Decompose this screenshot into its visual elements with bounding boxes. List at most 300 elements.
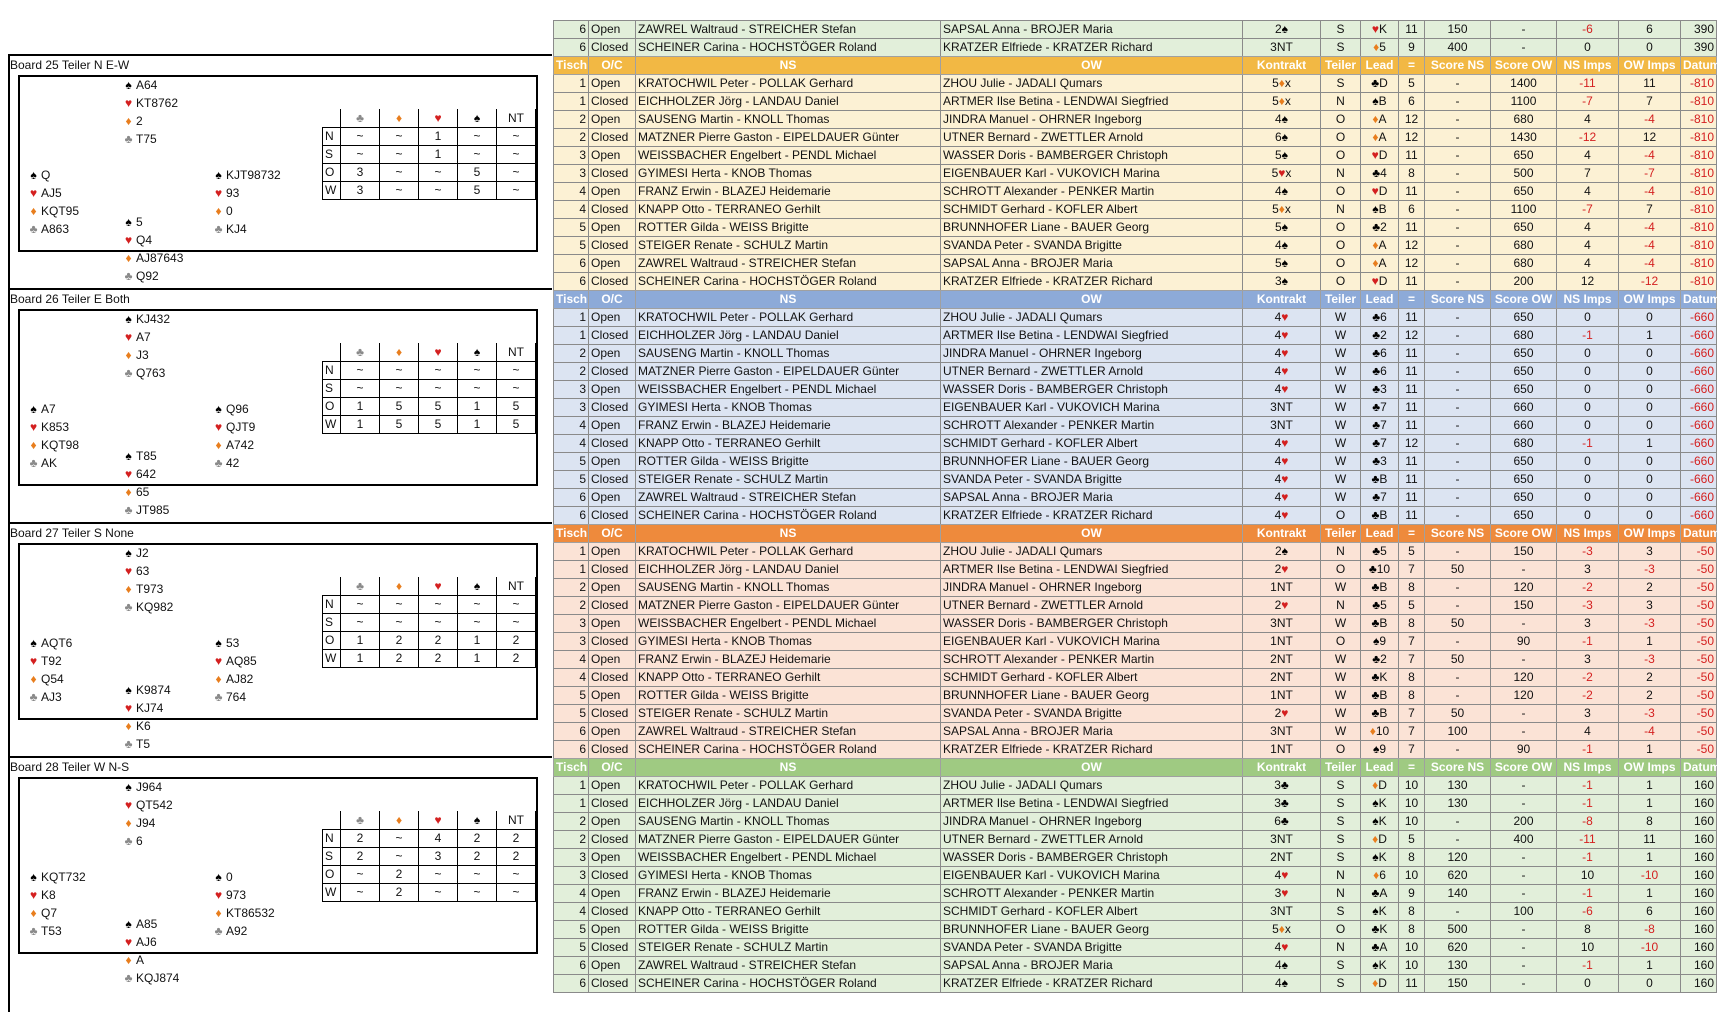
cell-lead: ♠K (1361, 795, 1399, 813)
spade-icon: ♠ (125, 449, 132, 463)
cards: AJ3 (41, 690, 62, 704)
cell-ns-imps: -1 (1557, 777, 1619, 795)
heart-icon: ♥ (1371, 184, 1379, 198)
cell-teiler: S (1321, 957, 1361, 975)
cell-score-ow: 1100 (1491, 93, 1557, 111)
spade-icon: ♠ (30, 870, 37, 884)
diamond-icon: ♦ (215, 438, 222, 452)
table-row (554, 273, 1717, 291)
cell-tisch: 6 (554, 741, 589, 759)
cards: A85 (136, 917, 158, 931)
cards: K853 (41, 420, 70, 434)
cell-score-ns: - (1425, 75, 1491, 93)
cards: AQT6 (41, 636, 73, 650)
cell-score-ns: 150 (1425, 975, 1491, 993)
cards: KQT95 (41, 204, 80, 218)
cell-kontrakt: 4♠ (1243, 975, 1321, 993)
cell-: 11 (1399, 507, 1425, 525)
cards: 973 (226, 888, 247, 902)
column-header: Teiler (1321, 291, 1361, 309)
cell-: 10 (1399, 957, 1425, 975)
suit-line (121, 501, 231, 519)
diamond-icon: ♦ (215, 672, 222, 686)
cell-: 10 (1399, 867, 1425, 885)
cell-kontrakt: 1NT (1243, 741, 1321, 759)
dd-tricks: 2 (497, 631, 536, 649)
table-row (554, 849, 1717, 867)
cell-tisch: 2 (554, 831, 589, 849)
cell-ns: MATZNER Pierre Gaston - EIPELDAUER Günter (636, 363, 941, 381)
cell-score-ns: - (1425, 831, 1491, 849)
club-icon: ♣ (29, 924, 38, 938)
column-header: Lead (1361, 525, 1399, 543)
cell-ow: WASSER Doris - BAMBERGER Christoph (941, 849, 1243, 867)
cell-datum: -50 (1681, 651, 1717, 669)
cell-o-c: Closed (589, 237, 636, 255)
diamond-icon: ♦ (30, 672, 37, 686)
cell-: 12 (1399, 237, 1425, 255)
cell-teiler: S (1321, 21, 1361, 39)
cell-score-ns: - (1425, 471, 1491, 489)
cell-score-ow: 90 (1491, 633, 1557, 651)
diamond-icon: ♦ (380, 343, 419, 361)
heart-icon: ♥ (1281, 706, 1289, 720)
cell-ow: KRATZER Elfriede - KRATZER Richard (941, 273, 1243, 291)
heart-icon: ♥ (214, 654, 223, 668)
cell-ow-imps: 2 (1619, 687, 1681, 705)
cell-ow-imps: 12 (1619, 129, 1681, 147)
cell-score-ns: 620 (1425, 939, 1491, 957)
cell-ns-imps: -6 (1557, 903, 1619, 921)
club-icon: ♣ (124, 600, 133, 614)
cell-kontrakt: 5♠ (1243, 147, 1321, 165)
spade-icon: ♠ (30, 168, 37, 182)
diamond-icon: ♦ (125, 582, 132, 596)
cell-datum: -660 (1681, 399, 1717, 417)
diamond-icon: ♦ (1372, 832, 1379, 846)
cell-ow-imps: 0 (1619, 471, 1681, 489)
cell-score-ns: - (1425, 147, 1491, 165)
column-header: Datum (1681, 291, 1717, 309)
spade-icon: ♠ (1372, 94, 1379, 108)
cell-lead: ♣A (1361, 885, 1399, 903)
cell-ow-imps: -7 (1619, 165, 1681, 183)
cell-: 8 (1399, 903, 1425, 921)
cell-ns: ROTTER Gilda - WEISS Brigitte (636, 921, 941, 939)
cell-o-c: Closed (589, 39, 636, 57)
table-row (554, 867, 1717, 885)
cell-datum: -810 (1681, 183, 1717, 201)
cell-lead: ♣10 (1361, 561, 1399, 579)
cell-ow: SVANDA Peter - SVANDA Brigitte (941, 237, 1243, 255)
spade-icon: ♠ (1281, 22, 1289, 36)
cell-score-ow: - (1491, 867, 1557, 885)
club-icon: ♣ (1368, 562, 1377, 576)
cell-score-ow: - (1491, 651, 1557, 669)
club-icon: ♣ (29, 222, 38, 236)
dd-seat: N (323, 595, 341, 613)
cell-kontrakt: 2♥ (1243, 561, 1321, 579)
cell-kontrakt: 5♦x (1243, 921, 1321, 939)
spade-icon: ♠ (1281, 130, 1289, 144)
heart-icon: ♥ (1281, 472, 1289, 486)
cell-o-c: Closed (589, 741, 636, 759)
club-icon: ♣ (1280, 796, 1289, 810)
column-header: NS Imps (1557, 57, 1619, 75)
cell-score-ns: - (1425, 543, 1491, 561)
cell-score-ow: 400 (1491, 831, 1557, 849)
dd-tricks: 1 (419, 145, 458, 163)
cell-score-ns: - (1425, 165, 1491, 183)
cell-lead: ♦10 (1361, 723, 1399, 741)
club-icon: ♣ (1372, 652, 1381, 666)
cell-ns: GYIMESI Herta - KNOB Thomas (636, 399, 941, 417)
cell-lead: ♥K (1361, 21, 1399, 39)
cell-score-ow: - (1491, 21, 1557, 39)
table-row (554, 561, 1717, 579)
diamond-icon: ♦ (30, 438, 37, 452)
spade-icon: ♠ (215, 168, 222, 182)
cell-lead: ♦D (1361, 777, 1399, 795)
cell-kontrakt: 5♠ (1243, 219, 1321, 237)
column-header: O/C (589, 57, 636, 75)
suit-line (26, 436, 136, 454)
club-icon: ♣ (1372, 400, 1381, 414)
heart-icon: ♥ (1278, 166, 1286, 180)
suit-line (121, 483, 231, 501)
cell-ow-imps: -4 (1619, 255, 1681, 273)
club-icon: ♣ (1280, 778, 1289, 792)
dd-seat: N (323, 127, 341, 145)
spade-icon: ♠ (1281, 544, 1289, 558)
cell-tisch: 2 (554, 363, 589, 381)
cell-lead: ♣B (1361, 579, 1399, 597)
cell-lead: ♣A (1361, 939, 1399, 957)
cell-lead: ♦A (1361, 255, 1399, 273)
column-header: Lead (1361, 57, 1399, 75)
cell-ns-imps: 3 (1557, 561, 1619, 579)
cell-o-c: Open (589, 219, 636, 237)
cell-score-ow: 650 (1491, 489, 1557, 507)
cell-o-c: Open (589, 111, 636, 129)
cell-o-c: Open (589, 453, 636, 471)
dd-row (323, 415, 536, 433)
diamond-icon: ♦ (380, 109, 419, 127)
table-header-row (554, 57, 1717, 75)
club-icon: ♣ (1371, 670, 1380, 684)
cell-teiler: O (1321, 219, 1361, 237)
dd-row (323, 631, 536, 649)
column-header: O/C (589, 525, 636, 543)
dd-tricks: ~ (341, 361, 380, 379)
column-header: OW (941, 759, 1243, 777)
cell-score-ns: - (1425, 597, 1491, 615)
cell-ow: SCHMIDT Gerhard - KOFLER Albert (941, 903, 1243, 921)
cell-score-ow: - (1491, 561, 1557, 579)
cell-ow: BRUNNHOFER Liane - BAUER Georg (941, 687, 1243, 705)
cards: QT542 (136, 798, 173, 812)
cell-tisch: 1 (554, 543, 589, 561)
club-icon: ♣ (1372, 310, 1381, 324)
cell-score-ow: 650 (1491, 453, 1557, 471)
cell-teiler: S (1321, 831, 1361, 849)
cell-o-c: Closed (589, 471, 636, 489)
dd-tricks: ~ (458, 865, 497, 883)
cell-: 11 (1399, 273, 1425, 291)
cell-ns-imps: 4 (1557, 219, 1619, 237)
cell-lead: ♠K (1361, 813, 1399, 831)
cell-ns: KNAPP Otto - TERRANEO Gerhilt (636, 669, 941, 687)
dd-row (323, 595, 536, 613)
cards: K8 (41, 888, 56, 902)
column-header: Score NS (1425, 291, 1491, 309)
suit-line (26, 184, 136, 202)
dd-tricks: 2 (497, 649, 536, 667)
cell-ow: ARTMER Ilse Betina - LENDWAI Siegfried (941, 327, 1243, 345)
double-dummy-table (322, 109, 536, 200)
suit-line (211, 868, 321, 886)
cell-ow-imps: 8 (1619, 813, 1681, 831)
cell-o-c: Open (589, 183, 636, 201)
cell-: 5 (1399, 75, 1425, 93)
suit-line (121, 346, 231, 364)
board-27 (8, 522, 552, 756)
dd-tricks: 1 (341, 397, 380, 415)
cell-score-ns: - (1425, 363, 1491, 381)
cell-lead: ♣7 (1361, 489, 1399, 507)
cell-datum: -660 (1681, 417, 1717, 435)
cell-score-ow: 150 (1491, 597, 1557, 615)
spade-icon: ♠ (458, 577, 497, 595)
club-icon: ♣ (1372, 220, 1381, 234)
cell-kontrakt: 1NT (1243, 633, 1321, 651)
cell-lead: ♥D (1361, 273, 1399, 291)
cell-: 11 (1399, 489, 1425, 507)
heart-icon: ♥ (419, 109, 458, 127)
club-icon: ♣ (1372, 418, 1381, 432)
column-header: Kontrakt (1243, 759, 1321, 777)
cell-score-ow: 650 (1491, 471, 1557, 489)
cell-: 11 (1399, 183, 1425, 201)
cell-ns-imps: -12 (1557, 129, 1619, 147)
cell-ns-imps: 3 (1557, 705, 1619, 723)
cards: A64 (136, 78, 158, 92)
cell-ow-imps: -3 (1619, 705, 1681, 723)
suit-line (121, 933, 231, 951)
cell-: 5 (1399, 543, 1425, 561)
board-title: Board 28 Teiler W N-S (10, 760, 130, 774)
cell-teiler: W (1321, 453, 1361, 471)
cell-: 6 (1399, 201, 1425, 219)
cell-score-ns: 130 (1425, 795, 1491, 813)
column-header: NS (636, 57, 941, 75)
cell-score-ns: - (1425, 669, 1491, 687)
cell-kontrakt: 4♥ (1243, 939, 1321, 957)
cell-o-c: Closed (589, 273, 636, 291)
cell-o-c: Closed (589, 669, 636, 687)
cell-lead: ♠K (1361, 849, 1399, 867)
cards: Q92 (136, 269, 159, 283)
heart-icon: ♥ (1281, 940, 1289, 954)
table-row (554, 111, 1717, 129)
cell-teiler: O (1321, 273, 1361, 291)
cell-lead: ♣7 (1361, 435, 1399, 453)
table-row (554, 183, 1717, 201)
spade-icon: ♠ (125, 917, 132, 931)
club-icon: ♣ (1372, 598, 1381, 612)
spade-icon: ♠ (1372, 814, 1379, 828)
spade-icon: ♠ (1281, 112, 1289, 126)
cell-score-ns: - (1425, 435, 1491, 453)
cell-ow: SCHMIDT Gerhard - KOFLER Albert (941, 201, 1243, 219)
cell-kontrakt: 1NT (1243, 687, 1321, 705)
suit-line (121, 717, 231, 735)
cell-ow: ZHOU Julie - JADALI Qumars (941, 309, 1243, 327)
club-icon: ♣ (1372, 346, 1381, 360)
cell-tisch: 6 (554, 975, 589, 993)
cell-tisch: 5 (554, 219, 589, 237)
cell-lead: ♠B (1361, 93, 1399, 111)
column-header: OW Imps (1619, 57, 1681, 75)
cell-tisch: 1 (554, 75, 589, 93)
dd-tricks: ~ (497, 883, 536, 901)
column-header: Score NS (1425, 759, 1491, 777)
cell-teiler: N (1321, 543, 1361, 561)
cell-score-ns: - (1425, 579, 1491, 597)
cell-datum: -660 (1681, 507, 1717, 525)
hand-diagram (18, 777, 538, 985)
heart-icon: ♥ (1281, 346, 1289, 360)
spade-icon: ♠ (125, 312, 132, 326)
spade-icon: ♠ (30, 636, 37, 650)
dd-tricks: ~ (341, 127, 380, 145)
diamond-icon: ♦ (1373, 40, 1380, 54)
cell-ns-imps: 4 (1557, 147, 1619, 165)
dd-tricks: ~ (458, 145, 497, 163)
cell-kontrakt: 4♥ (1243, 867, 1321, 885)
cell-score-ow: 200 (1491, 273, 1557, 291)
cell-datum: -50 (1681, 543, 1717, 561)
cards: AJ87643 (136, 251, 184, 265)
diamond-icon: ♦ (30, 204, 37, 218)
cell-ns-imps: 0 (1557, 345, 1619, 363)
diamond-icon: ♦ (125, 485, 132, 499)
cell-ns: FRANZ Erwin - BLAZEJ Heidemarie (636, 651, 941, 669)
cell-kontrakt: 5♦x (1243, 75, 1321, 93)
column-header: NS (636, 291, 941, 309)
dd-tricks: 2 (497, 847, 536, 865)
dd-tricks: ~ (419, 181, 458, 199)
column-header: Tisch (554, 291, 589, 309)
cards: 63 (136, 564, 150, 578)
cell-score-ow: - (1491, 615, 1557, 633)
suit-line (211, 400, 321, 418)
dd-seat: N (323, 361, 341, 379)
cell-teiler: S (1321, 849, 1361, 867)
heart-icon: ♥ (1281, 490, 1289, 504)
dd-tricks: ~ (380, 379, 419, 397)
heart-icon: ♥ (29, 888, 38, 902)
cards: Q (41, 168, 51, 182)
dd-tricks: 1 (341, 631, 380, 649)
cards: T85 (136, 449, 157, 463)
table-row (554, 723, 1717, 741)
cell-tisch: 5 (554, 237, 589, 255)
cell-kontrakt: 1NT (1243, 579, 1321, 597)
dd-tricks: ~ (497, 361, 536, 379)
dd-tricks: 5 (380, 415, 419, 433)
cell-o-c: Open (589, 651, 636, 669)
dd-tricks: ~ (341, 613, 380, 631)
dd-row (323, 865, 536, 883)
notrump-label: NT (497, 811, 536, 829)
cards: AJ82 (226, 672, 254, 686)
cards: 42 (226, 456, 240, 470)
cell-ow: EIGENBAUER Karl - VUKOVICH Marina (941, 633, 1243, 651)
club-icon: ♣ (29, 690, 38, 704)
column-header: Tisch (554, 759, 589, 777)
table-row (554, 21, 1717, 39)
dd-tricks: 2 (419, 649, 458, 667)
cell-ns: ZAWREL Waltraud - STREICHER Stefan (636, 255, 941, 273)
cell-ow-imps: 0 (1619, 507, 1681, 525)
dd-row (323, 181, 536, 199)
cell-teiler: N (1321, 939, 1361, 957)
cell-: 12 (1399, 111, 1425, 129)
dd-tricks: 5 (458, 163, 497, 181)
column-header: Kontrakt (1243, 525, 1321, 543)
dd-row (323, 829, 536, 847)
cell-teiler: S (1321, 777, 1361, 795)
cell-ow-imps: 1 (1619, 957, 1681, 975)
cell-lead: ♣6 (1361, 309, 1399, 327)
cell-score-ow: 1400 (1491, 75, 1557, 93)
cell-ns-imps: 0 (1557, 309, 1619, 327)
cell-teiler: W (1321, 705, 1361, 723)
cell-score-ow: 680 (1491, 237, 1557, 255)
cell-ow-imps: 1 (1619, 795, 1681, 813)
cell-tisch: 1 (554, 561, 589, 579)
cell-ns: MATZNER Pierre Gaston - EIPELDAUER Günter (636, 831, 941, 849)
cell-ow-imps: -10 (1619, 939, 1681, 957)
cell-: 11 (1399, 309, 1425, 327)
cards: 764 (226, 690, 247, 704)
cell-ow: SVANDA Peter - SVANDA Brigitte (941, 471, 1243, 489)
club-icon: ♣ (1372, 544, 1381, 558)
cell-ns-imps: 0 (1557, 39, 1619, 57)
column-header: Datum (1681, 57, 1717, 75)
cell-ow-imps: -4 (1619, 237, 1681, 255)
cell-tisch: 5 (554, 939, 589, 957)
dd-tricks: 5 (419, 397, 458, 415)
cell-teiler: S (1321, 75, 1361, 93)
cell-score-ow: 650 (1491, 507, 1557, 525)
cell-score-ns: - (1425, 345, 1491, 363)
north-hand (121, 544, 231, 616)
cell-ns: EICHHOLZER Jörg - LANDAU Daniel (636, 327, 941, 345)
cell-ow: UTNER Bernard - ZWETTLER Arnold (941, 831, 1243, 849)
cell-teiler: O (1321, 633, 1361, 651)
notrump-label: NT (497, 343, 536, 361)
dd-tricks: 5 (419, 415, 458, 433)
cell-tisch: 5 (554, 687, 589, 705)
cell-ow: SAPSAL Anna - BROJER Maria (941, 255, 1243, 273)
cell-lead: ♣K (1361, 921, 1399, 939)
cell-: 11 (1399, 471, 1425, 489)
cell-ns-imps: 10 (1557, 867, 1619, 885)
dd-tricks: ~ (419, 595, 458, 613)
cell-ow-imps: 11 (1619, 831, 1681, 849)
